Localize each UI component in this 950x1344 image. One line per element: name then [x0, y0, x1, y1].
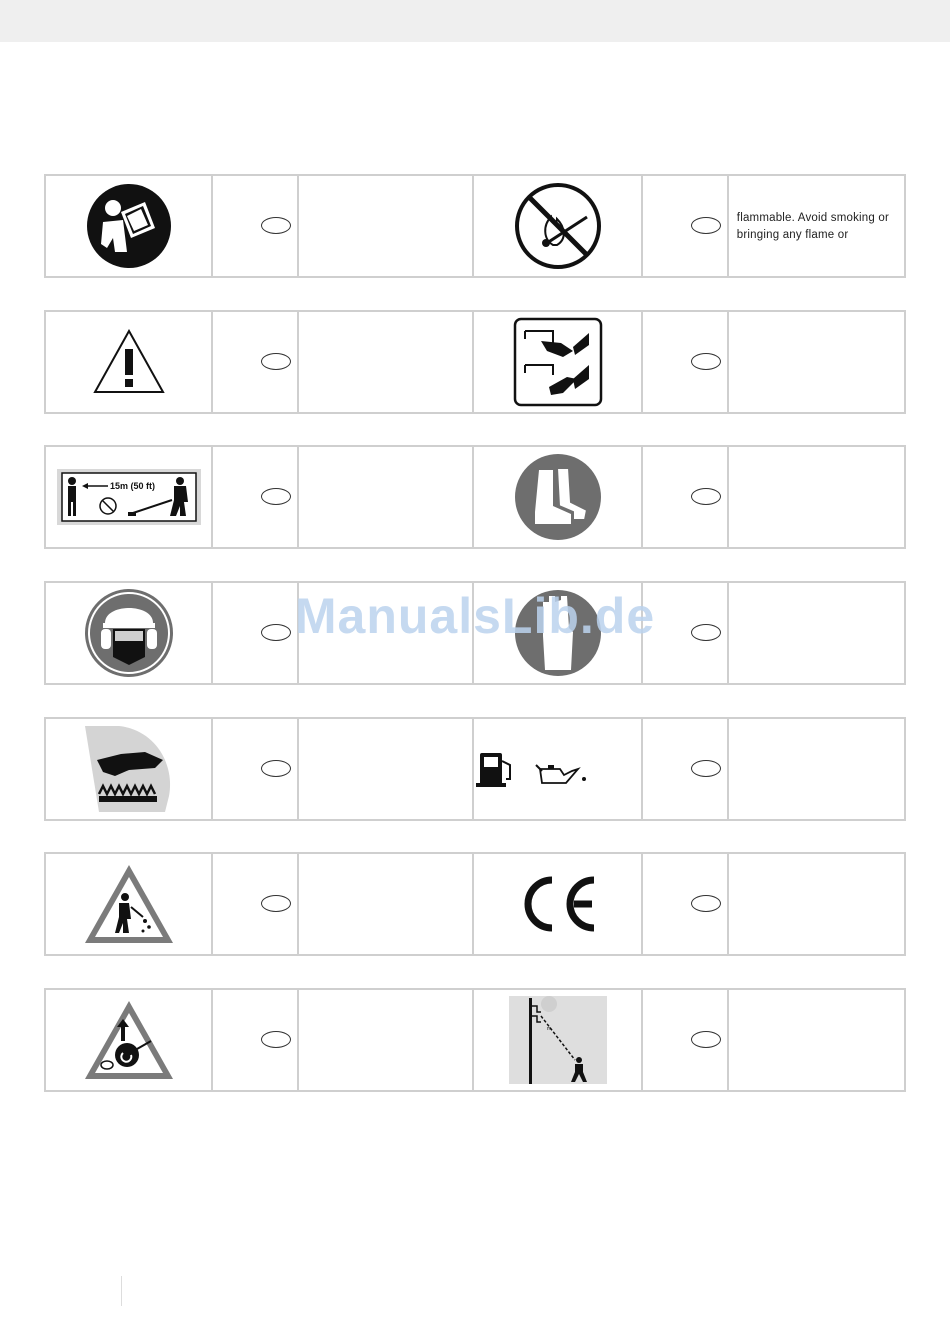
- ellipse-marker: [691, 760, 721, 777]
- description-text: [299, 447, 474, 547]
- description-text: [299, 312, 474, 412]
- flying-objects-warning-icon: [46, 854, 213, 954]
- symbol-row-7: [44, 988, 906, 1092]
- description-text: [729, 719, 904, 819]
- ellipse-cell: [213, 176, 299, 276]
- description-text: [299, 583, 474, 683]
- symbol-row-6: [44, 852, 906, 956]
- top-bar: [0, 0, 950, 42]
- ellipse-cell: [213, 990, 299, 1090]
- ellipse-cell: [643, 583, 729, 683]
- warning-triangle-icon: [46, 312, 213, 412]
- ellipse-marker: [691, 217, 721, 234]
- ellipse-marker: [691, 1031, 721, 1048]
- distance-label: 15m (50 ft): [109, 481, 155, 491]
- ellipse-cell: [213, 447, 299, 547]
- fuel-oil-mix-icon: [474, 719, 643, 819]
- symbol-row-4: [44, 581, 906, 685]
- ellipse-cell: [213, 312, 299, 412]
- description-text: [729, 312, 904, 412]
- ellipse-marker: [691, 624, 721, 641]
- read-manual-icon: [46, 176, 213, 276]
- symbol-row-5: [44, 717, 906, 821]
- symbol-row-2: [44, 310, 906, 414]
- ellipse-cell: [643, 447, 729, 547]
- symbol-row-3: [44, 445, 906, 549]
- description-text: [299, 719, 474, 819]
- rotating-parts-warning-icon: [46, 990, 213, 1090]
- power-line-hazard-icon: [474, 990, 643, 1090]
- hot-surface-icon: [46, 719, 213, 819]
- ellipse-cell: [643, 312, 729, 412]
- description-text: [299, 176, 474, 276]
- ellipse-marker: [691, 895, 721, 912]
- symbol-row-1: [44, 174, 906, 278]
- ellipse-cell: [643, 990, 729, 1090]
- ellipse-cell: [213, 583, 299, 683]
- ellipse-marker: [261, 488, 291, 505]
- description-text: [729, 990, 904, 1090]
- ellipse-marker: [261, 353, 291, 370]
- ellipse-cell: [213, 719, 299, 819]
- ellipse-marker: [261, 760, 291, 777]
- ellipse-cell: [643, 854, 729, 954]
- description-text: [729, 854, 904, 954]
- safety-boots-icon: [474, 447, 643, 547]
- ellipse-marker: [691, 353, 721, 370]
- safety-distance-icon: [46, 447, 213, 547]
- footer-divider: [121, 1276, 122, 1306]
- ellipse-marker: [261, 624, 291, 641]
- description-text: flammable. Avoid smoking or bringing any flame or: [736, 212, 889, 241]
- description-text: [299, 854, 474, 954]
- description-text: [729, 447, 904, 547]
- ellipse-cell: [213, 854, 299, 954]
- ellipse-marker: [261, 1031, 291, 1048]
- ellipse-cell: [643, 176, 729, 276]
- description-text: [299, 990, 474, 1090]
- ellipse-cell: [643, 719, 729, 819]
- no-fire-icon: [474, 176, 643, 276]
- description-text: [729, 583, 904, 683]
- safety-gloves-icon: [474, 583, 643, 683]
- hand-protection-icon: [474, 312, 643, 412]
- ellipse-marker: [261, 217, 291, 234]
- ce-mark-icon: [474, 854, 643, 954]
- head-eye-ear-protection-icon: [46, 583, 213, 683]
- svg-text:m: m: [546, 1026, 551, 1032]
- ellipse-marker: [261, 895, 291, 912]
- watermark: ManualsLib.de: [294, 588, 656, 644]
- ellipse-marker: [691, 488, 721, 505]
